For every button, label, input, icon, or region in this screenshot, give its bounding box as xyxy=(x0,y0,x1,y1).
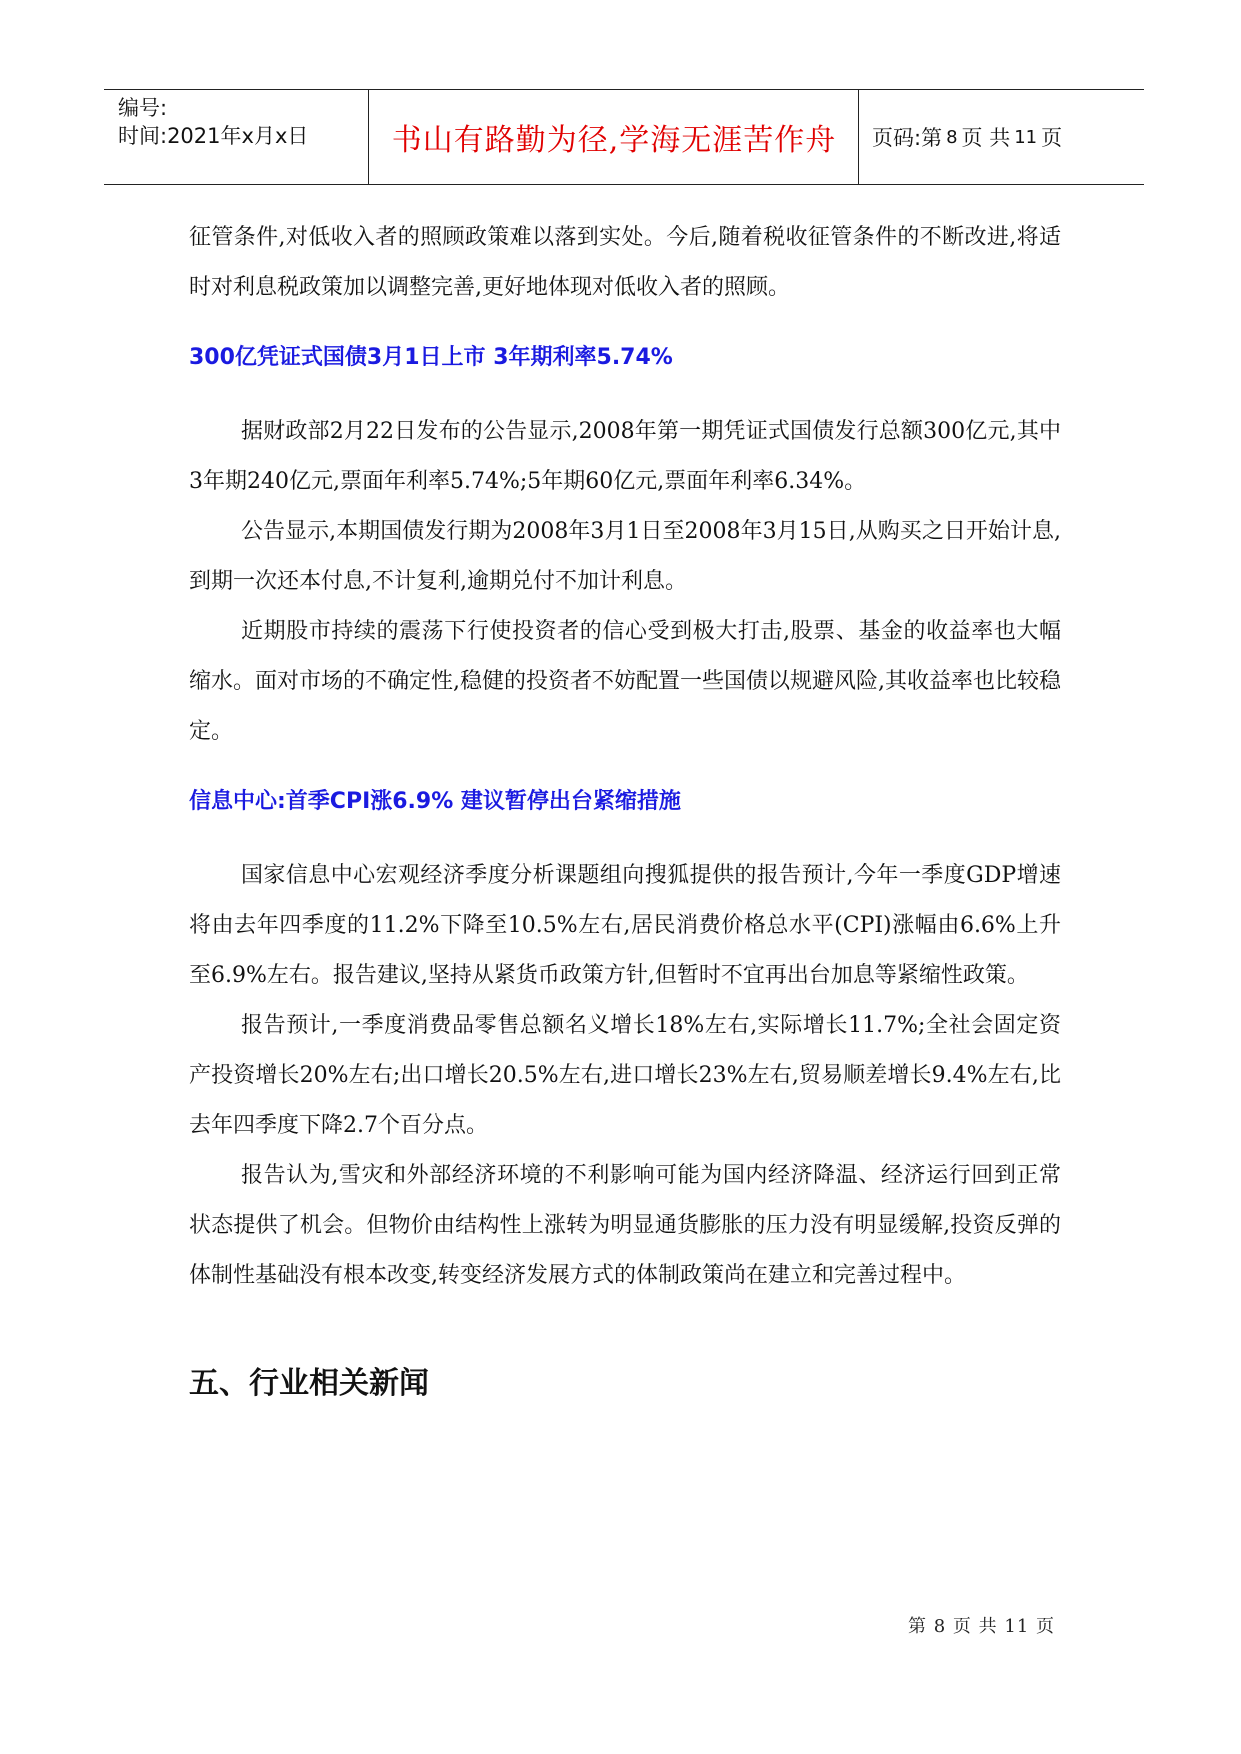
page-footer: 第 8 页 共 11 页 xyxy=(908,1616,1055,1637)
header-divider-right xyxy=(858,90,859,184)
news-title-cpi: 信息中心:首季CPI涨6.9% 建议暂停出台紧缩措施 xyxy=(189,789,681,814)
page-header xyxy=(104,89,1144,185)
time-label: 时间:2021年x月x日 xyxy=(118,124,309,148)
news-paragraph: 国家信息中心宏观经济季度分析课题组向搜狐提供的报告预计,今年一季度GDP增速将由去年四季度的11.2%下降至10.5%左右,居民消费价格总水平(CPI)涨幅由6.6%上升至6.9%左右。报告建议,坚持从紧货币政策方针,但暂时不宜再出台加息等紧缩性政策。 xyxy=(189,863,1061,988)
page-prefix: 页码:第 xyxy=(872,126,943,150)
header-motto: 书山有路勤为径,学海无涯苦作舟 xyxy=(391,123,837,158)
page-current: 8 xyxy=(946,126,958,148)
page-total: 11 xyxy=(1014,126,1038,148)
news-paragraph: 报告认为,雪灾和外部经济环境的不利影响可能为国内经济降温、经济运行回到正常状态提供了机会。但物价由结构性上涨转为明显通货膨胀的压力没有明显缓解,投资反弹的体制性基础没有根本改变,转变经济发展方式的体制政策尚在建立和完善过程中。 xyxy=(189,1163,1061,1288)
news-paragraph: 据财政部2月22日发布的公告显示,2008年第一期凭证式国债发行总额300亿元,其中3年期240亿元,票面年利率5.74%;5年期60亿元,票面年利率6.34%。 xyxy=(189,419,1061,494)
page-suffix: 页 xyxy=(1041,126,1063,150)
news-paragraph: 近期股市持续的震荡下行使投资者的信心受到极大打击,股票、基金的收益率也大幅缩水。面对市场的不确定性,稳健的投资者不妨配置一些国债以规避风险,其收益率也比较稳定。 xyxy=(189,619,1061,744)
section-title: 五、行业相关新闻 xyxy=(189,1366,429,1401)
news-paragraph: 报告预计,一季度消费品零售总额名义增长18%左右,实际增长11.7%;全社会固定资产投资增长20%左右;出口增长20.5%左右,进口增长23%左右,贸易顺差增长9.4%左右,比去年四季度下降2.7个百分点。 xyxy=(189,1013,1061,1138)
continuation-paragraph: 征管条件,对低收入者的照顾政策难以落到实处。今后,随着税收征管条件的不断改进,将适时对利息税政策加以调整完善,更好地体现对低收入者的照顾。 xyxy=(189,225,1061,300)
document-body xyxy=(189,213,1061,1409)
news-paragraph: 公告显示,本期国债发行期为2008年3月1日至2008年3月15日,从购买之日开始计息,到期一次还本付息,不计复利,逾期兑付不加计利息。 xyxy=(189,519,1061,594)
page-mid: 页 共 xyxy=(961,126,1011,150)
header-page-number xyxy=(872,90,1062,184)
header-divider-left xyxy=(368,90,369,184)
header-meta xyxy=(118,94,368,150)
serial-label: 编号: xyxy=(118,96,168,120)
news-title-bond: 300亿凭证式国债3月1日上市 3年期利率5.74% xyxy=(189,345,673,370)
